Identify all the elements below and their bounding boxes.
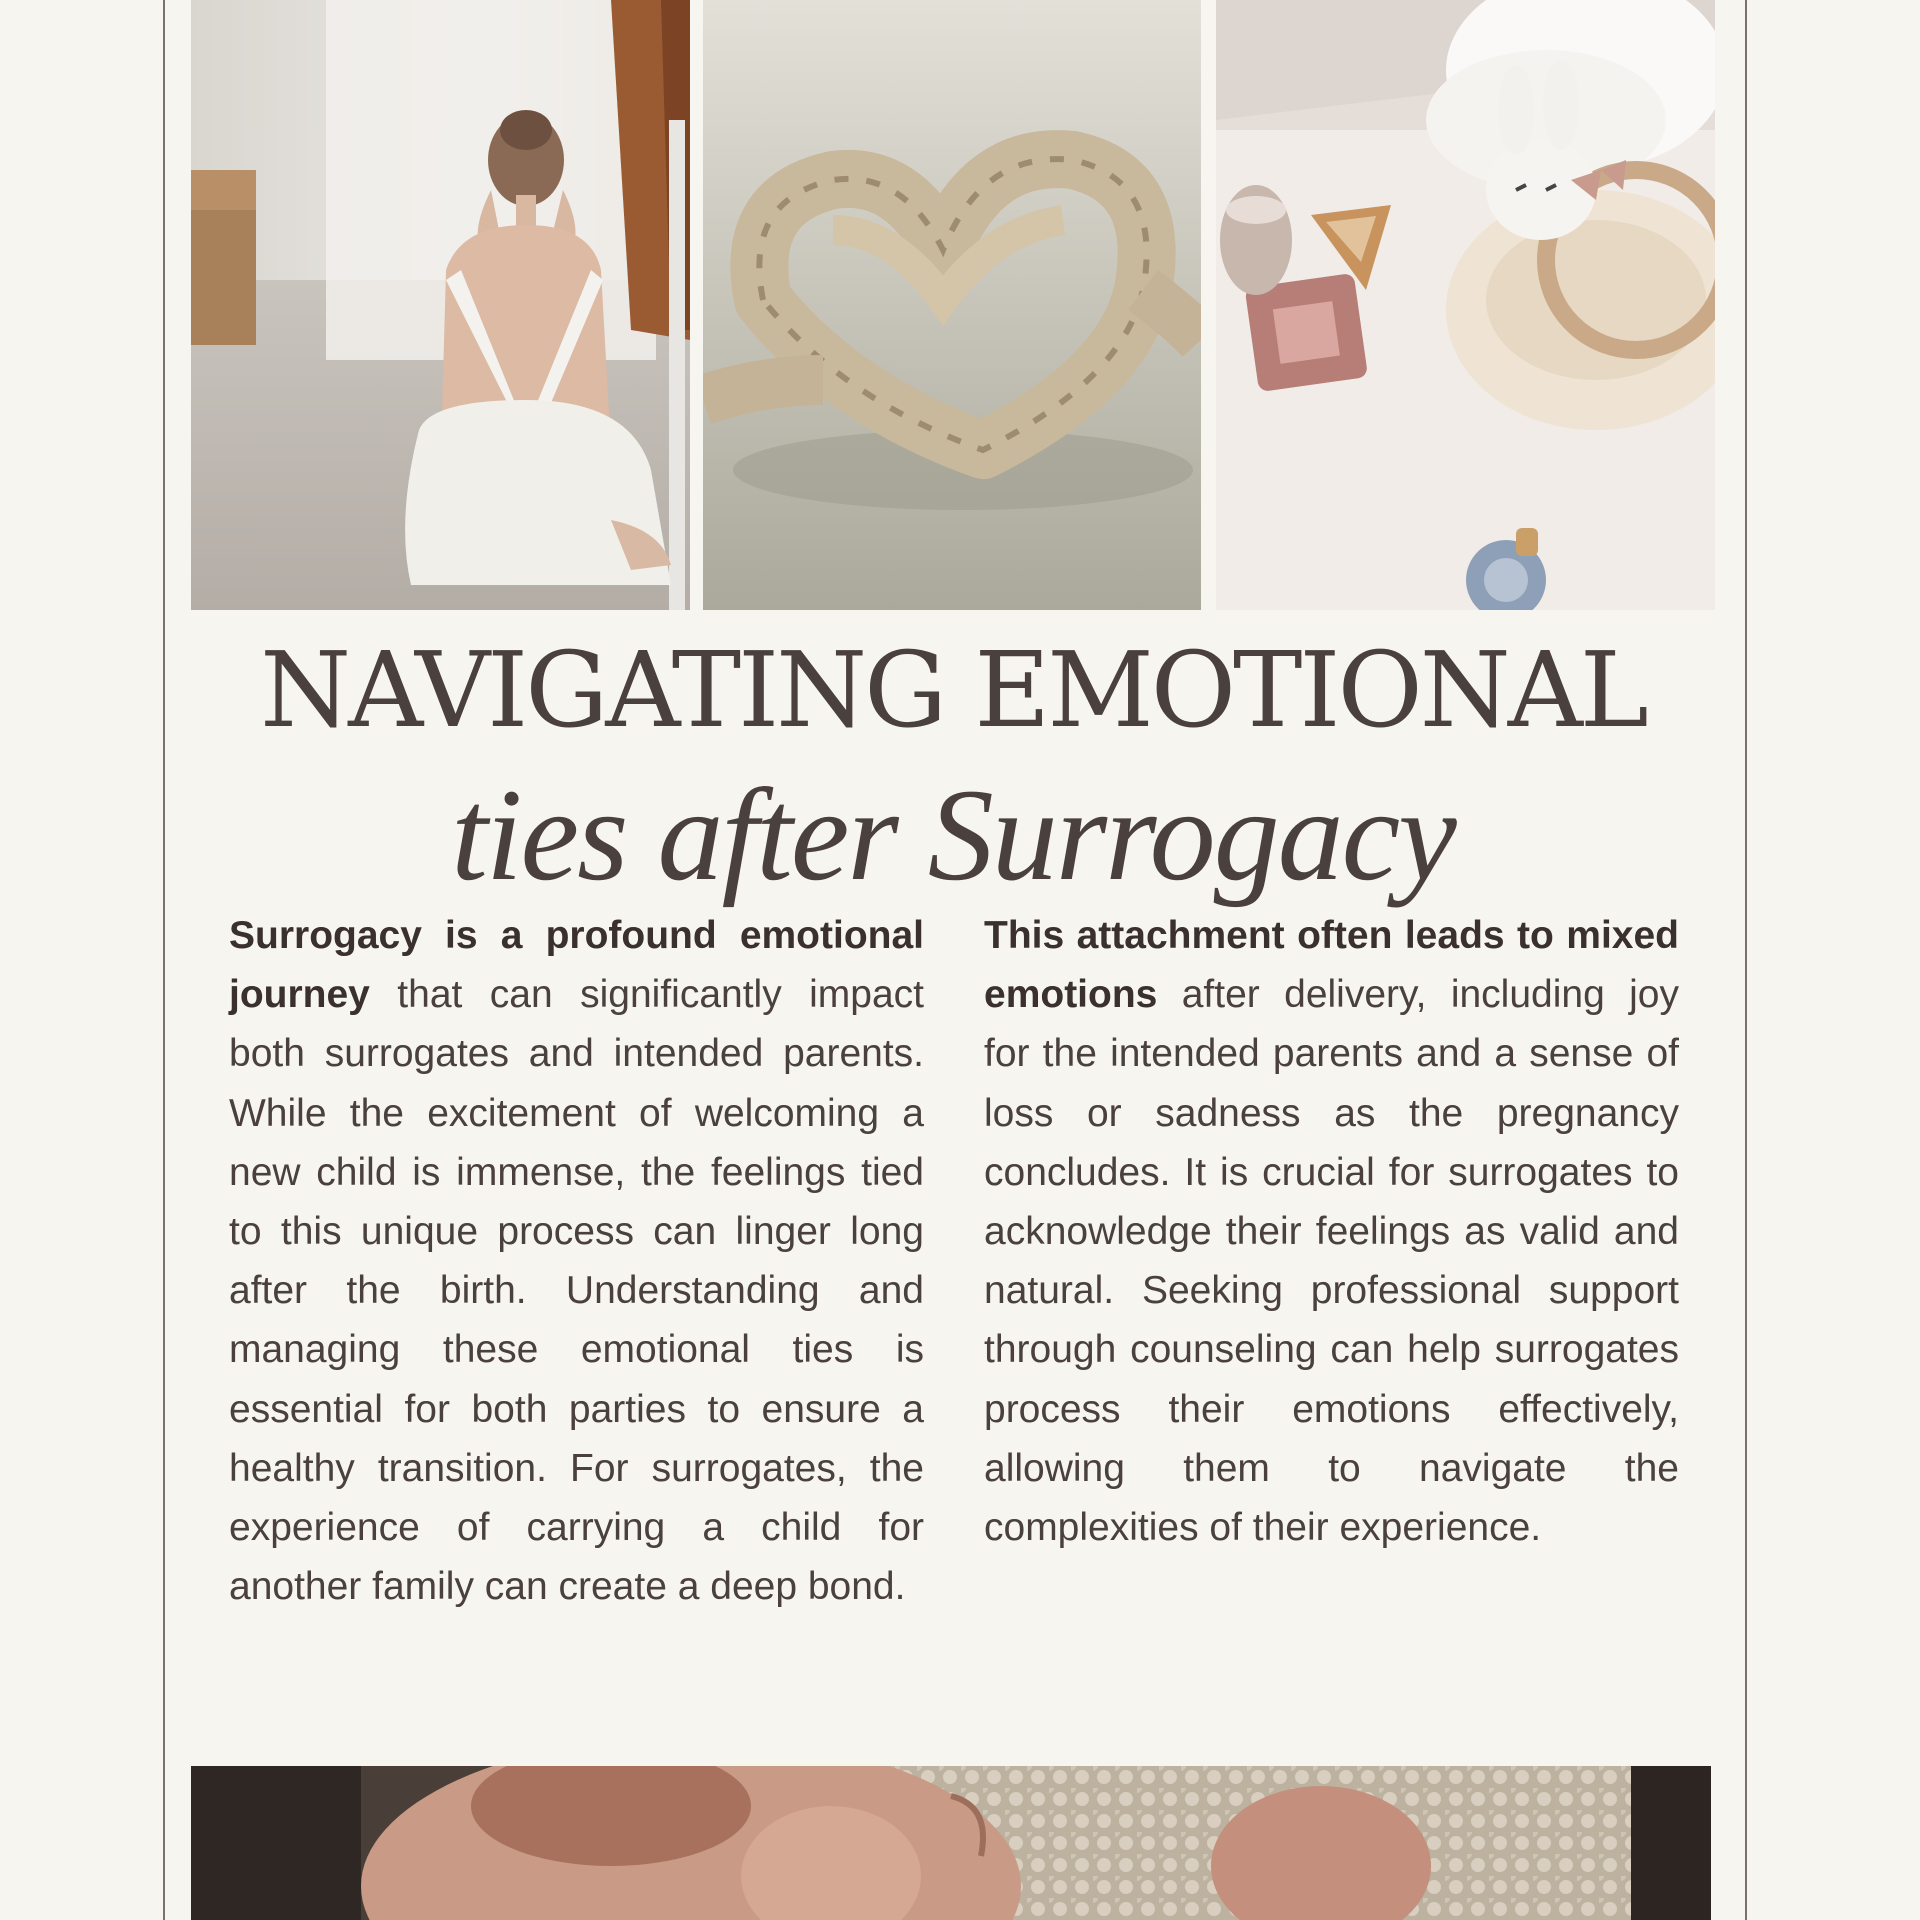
photo-rope-heart — [703, 0, 1201, 610]
article-title — [191, 620, 1715, 910]
body-column-right — [984, 906, 1679, 1557]
left-column-body: that can significantly impact both surrogates and intended parents. While the excitement of welcoming a new child is immense, the feelings tied to this unique process can linger long after the birth. Understanding and managing these emotional ties is essential for both parties to ensure a healthy transition. For surrogates, the experience of carrying a child for another family can create a deep bond. — [229, 973, 924, 1609]
title-main: NAVIGATING EMOTIONAL — [260, 629, 1646, 751]
right-column-lead: This attachment often leads to mixed emotions — [984, 914, 1679, 1017]
photo-baby-toys — [1216, 0, 1715, 610]
photo-woman-kneeling — [191, 0, 690, 610]
frame-border-left — [163, 0, 165, 1920]
left-column-lead: Surrogacy is a profound emotional journey — [229, 914, 924, 1017]
frame-border-right — [1745, 0, 1747, 1920]
title-subtitle: ties after Surrogacy — [451, 761, 1455, 908]
photo-baby-sleeping — [191, 1766, 1711, 1920]
body-column-left — [229, 906, 924, 1616]
right-column-body: after delivery, including joy for the intended parents and a sense of loss or sadness as the pregnancy concludes. It is crucial for surrogates to acknowledge their feelings as valid and natural. Seeking professional support through counseling can help surrogates process their emotions effectively, allowing them to navigate the complexities of their experience. — [984, 973, 1679, 1550]
